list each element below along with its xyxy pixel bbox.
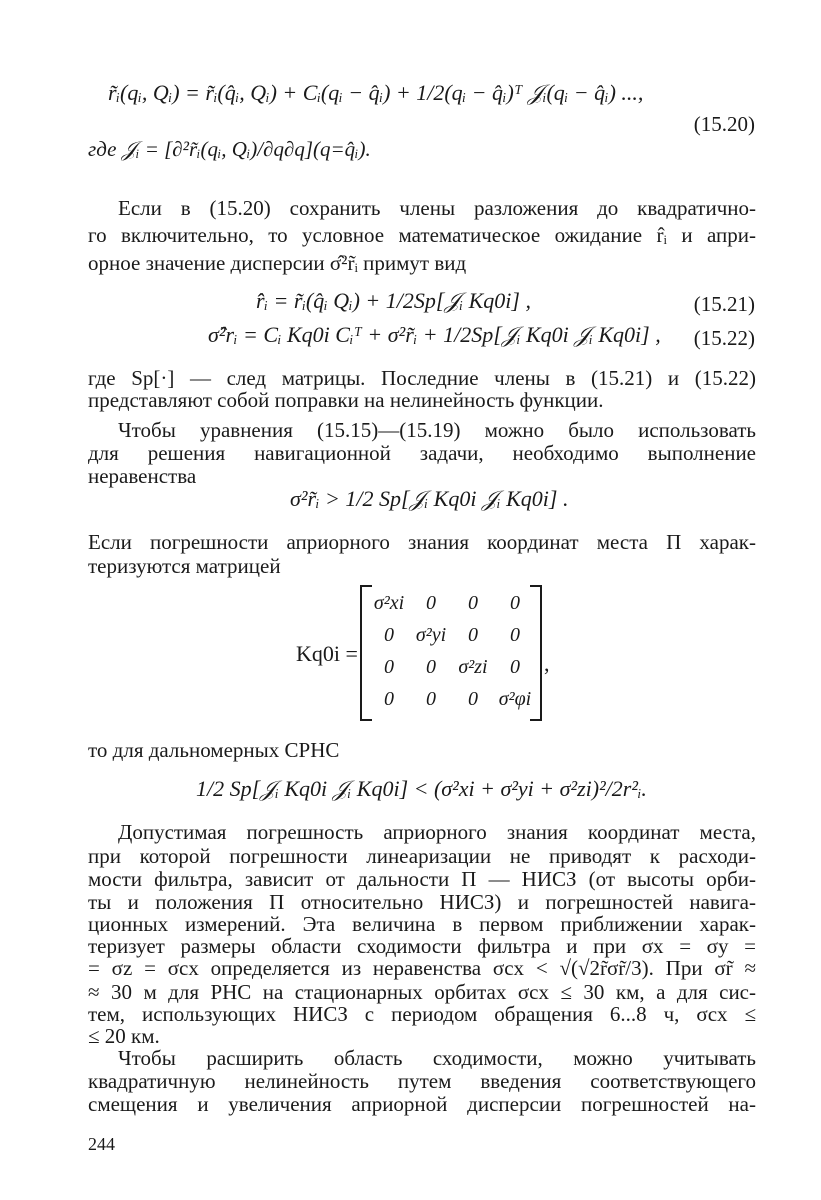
para1-line-2: го включительно, то условное математическое ожидание r̂ᵢ и апри- bbox=[88, 223, 756, 247]
para6-line-2: при которой погрешности линеаризации не приводят к расходи- bbox=[88, 844, 756, 868]
para4-line-1: Если погрешности априорного знания координат места П харак- bbox=[88, 530, 756, 554]
matrix-trailing-comma: , bbox=[544, 651, 550, 676]
para6-line-6: теризует размеры области сходимости фильтра и при σx = σy = bbox=[88, 934, 756, 958]
matrix-cell: 0 bbox=[468, 687, 478, 710]
inequality-2: 1/2 Sp[𝒥ᵢ Kq0i 𝒥ᵢ Kq0i] < (σ²xi + σ²yi + σ²zi)²/2r²ᵢ. bbox=[196, 776, 647, 801]
matrix-cell: 0 bbox=[384, 687, 394, 710]
para6-line-8: ≈ 30 м для РНС на стационарных орбитах σcx ≤ 30 км, а для сис- bbox=[88, 980, 756, 1004]
para6-line-9: тем, использующих НИСЗ с периодом обращения 6...8 ч, σcx ≤ bbox=[88, 1002, 756, 1026]
para6-line-1: Допустимая погрешность априорного знания координат места, bbox=[118, 820, 756, 844]
equation-15-20: r̃ᵢ(qᵢ, Qᵢ) = r̃ᵢ(q̂ᵢ, Qᵢ) + Cᵢ(qᵢ − q̂ᵢ) + 1/2(qᵢ − q̂ᵢ)ᵀ 𝒥ᵢ(qᵢ − q̂ᵢ) ..., bbox=[108, 80, 644, 105]
para2-line-2: представляют собой поправки на нелинейность функции. bbox=[88, 388, 604, 412]
equation-15-21: r̂̂ᵢ = r̃ᵢ(q̂ᵢ Qᵢ) + 1/2Sp[𝒥ᵢ Kq0i] , bbox=[256, 288, 531, 313]
matrix-cell: 0 bbox=[510, 623, 520, 646]
equation-number-15-21: (15.21) bbox=[693, 292, 755, 316]
para6-line-10: ≤ 20 км. bbox=[88, 1024, 160, 1048]
para6-line-5: ционных измерений. Эта величина в первом приближении харак- bbox=[88, 912, 756, 936]
para6-line-3: мости фильтра, зависит от дальности П — НИСЗ (от высоты орби- bbox=[88, 867, 756, 891]
matrix-cell: 0 bbox=[510, 591, 520, 614]
para3-line-1: Чтобы уравнения (15.15)—(15.19) можно было использовать bbox=[118, 418, 756, 442]
para3-line-3: неравенства bbox=[88, 464, 197, 488]
para7-line-1: Чтобы расширить область сходимости, можно учитывать bbox=[118, 1046, 756, 1070]
equation-15-22: σ̂²rᵢ = Cᵢ Kq0i Cᵢᵀ + σ²r̃ᵢ + 1/2Sp[𝒥ᵢ Kq0i 𝒥ᵢ Kq0i] , bbox=[208, 322, 661, 347]
page-number: 244 bbox=[88, 1134, 115, 1154]
equation-number-15-20: (15.20) bbox=[693, 112, 755, 136]
matrix-right-bracket bbox=[530, 585, 542, 721]
matrix-cell: 0 bbox=[468, 623, 478, 646]
matrix-cell: 0 bbox=[510, 655, 520, 678]
para6-line-7: = σz = σcx определяется из неравенства σcx < √(√2r̃σr̃/3). При σr̃ ≈ bbox=[88, 956, 756, 980]
matrix-cell: σ²yi bbox=[415, 623, 447, 646]
para5: то для дальномерных СРНС bbox=[88, 738, 340, 762]
matrix-grid bbox=[368, 587, 536, 715]
matrix-label: Kq0i = bbox=[296, 641, 358, 666]
para3-line-2: для решения навигационной задачи, необходимо выполнение bbox=[88, 441, 756, 465]
para1-line-3: орное значение дисперсии σ̂²r̃ᵢ примут вид bbox=[88, 251, 467, 275]
equation-number-15-22: (15.22) bbox=[693, 326, 755, 350]
matrix-cell: 0 bbox=[426, 591, 436, 614]
para7-line-3: смещения и увеличения априорной дисперсии погрешностей на- bbox=[88, 1092, 756, 1116]
para4-line-2: теризуются матрицей bbox=[88, 554, 281, 578]
para1-line-1: Если в (15.20) сохранить члены разложения до квадратично- bbox=[118, 196, 756, 220]
para6-line-4: ты и положения П относительно НИСЗ) и погрешностей навига- bbox=[88, 890, 756, 914]
matrix-cell: 0 bbox=[426, 655, 436, 678]
para7-line-2: квадратичную нелинейность путем введения соответствующего bbox=[88, 1069, 756, 1093]
matrix-cell: σ²xi bbox=[373, 591, 405, 614]
inequality-1: σ²r̃ᵢ > 1/2 Sp[𝒥ᵢ Kq0i 𝒥ᵢ Kq0i] . bbox=[290, 486, 569, 511]
matrix-cell: σ²φi bbox=[498, 687, 532, 710]
matrix-cell: σ²zi bbox=[458, 655, 488, 678]
equation-15-20-where: где 𝒥ᵢ = [∂²r̃ᵢ(qᵢ, Qᵢ)/∂q∂q](q=q̂ᵢ). bbox=[88, 137, 371, 161]
matrix-cell: 0 bbox=[384, 623, 394, 646]
matrix-cell: 0 bbox=[426, 687, 436, 710]
matrix-cell: 0 bbox=[384, 655, 394, 678]
matrix-cell: 0 bbox=[468, 591, 478, 614]
para2-line-1: где Sp[·] — след матрицы. Последние члены в (15.21) и (15.22) bbox=[88, 366, 756, 390]
